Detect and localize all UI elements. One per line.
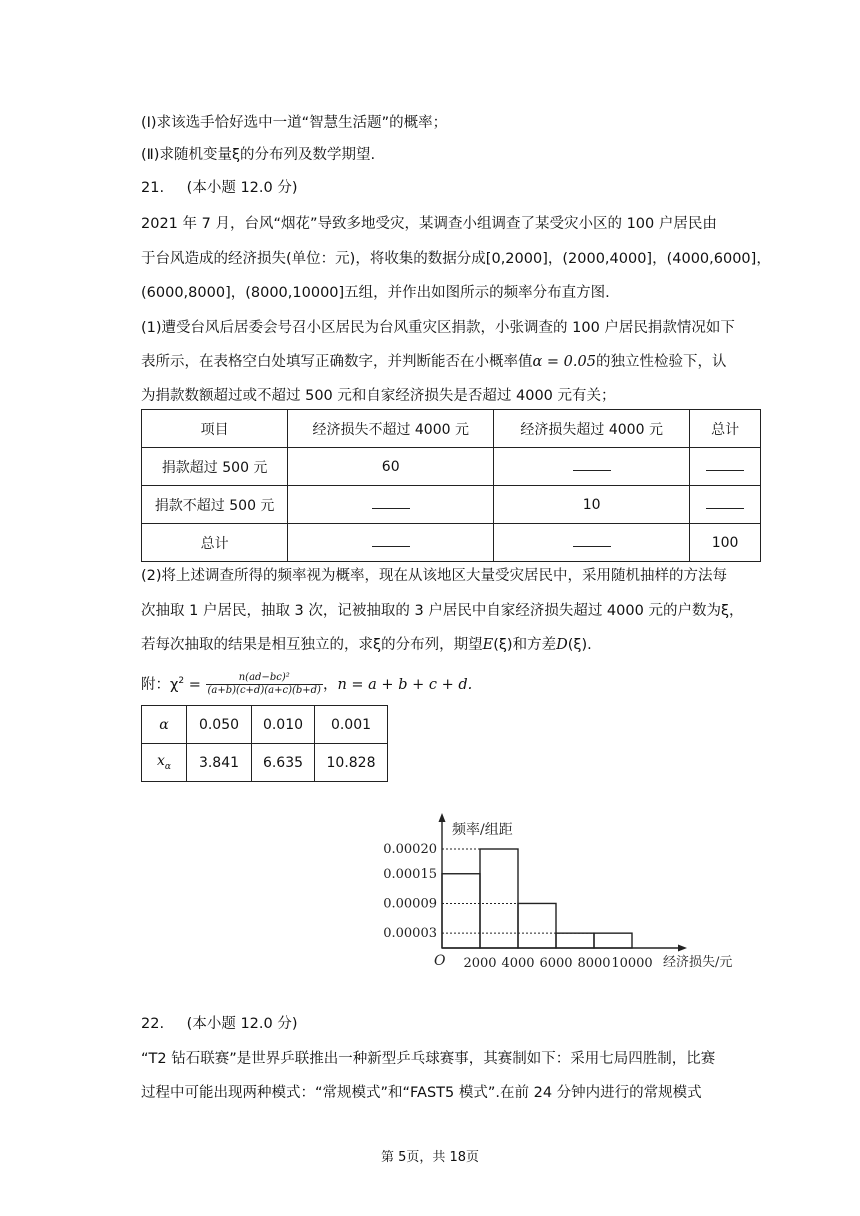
- table-cell: 0.050: [187, 706, 252, 744]
- formula-fraction: [206, 672, 323, 697]
- question-number: 22.: [141, 1016, 165, 1032]
- formula-superscript: 2: [178, 676, 185, 686]
- table-header-cell: 经济损失超过 4000 元: [494, 410, 690, 448]
- histogram-bar: [518, 903, 556, 948]
- blank-line: [706, 458, 744, 471]
- math-alpha: α = 0.05: [532, 354, 596, 370]
- paragraph-line: [141, 352, 761, 372]
- alpha-subscript: α: [164, 761, 171, 772]
- question-score: (本小题 12.0 分): [186, 1016, 298, 1032]
- x-tick-label: 10000: [611, 956, 653, 971]
- paragraph-line: “T2 钻石联赛”是世界乒联推出一种新型乒乓球赛事，其赛制如下：采用七局四胜制，比赛: [141, 1051, 716, 1067]
- formula-prefix: 附：χ: [141, 676, 179, 693]
- origin-label: O: [434, 953, 446, 969]
- x-tick-label: 4000: [501, 956, 535, 971]
- question-22-header: [141, 1014, 761, 1034]
- x-tick-label: 8000: [577, 956, 611, 971]
- paragraph-line: [141, 635, 761, 655]
- paragraph-line: 2021 年 7 月，台风“烟花”导致多地受灾，某调查小组调查了某受灾小区的 100 户居民由: [141, 216, 717, 232]
- fraction-denominator: (a+b)(c+d)(a+c)(b+d): [207, 685, 321, 697]
- table-cell: 6.635: [252, 744, 315, 782]
- math-e: E: [482, 637, 494, 653]
- table-cell: 总计: [142, 524, 288, 562]
- blank-line: [372, 534, 410, 547]
- text-segment: (ξ)和方差: [493, 637, 557, 653]
- table-cell: 60: [288, 448, 494, 486]
- question-number: 21.: [141, 180, 165, 196]
- paragraph-line: 于台风造成的经济损失(单位：元)，将收集的数据分成[0,2000]，(2000,4000]，(4000,6000]，: [141, 251, 771, 267]
- y-tick-label: 0.00020: [383, 842, 437, 857]
- blank-line: [372, 496, 410, 509]
- histogram-bar: [556, 933, 594, 948]
- formula-comma: ，: [322, 676, 338, 693]
- blank-cell: [494, 448, 690, 486]
- table-header-cell: 经济损失不超过 4000 元: [288, 410, 494, 448]
- table-cell: 3.841: [187, 744, 252, 782]
- formula-n: n = a + b + c + d.: [337, 676, 473, 693]
- x-symbol: x: [157, 753, 165, 770]
- table-cell: 捐款超过 500 元: [142, 448, 288, 486]
- histogram-bar: [594, 933, 632, 948]
- x-tick-label: 6000: [539, 956, 573, 971]
- table-row: [142, 744, 388, 782]
- table-cell: 0.010: [252, 706, 315, 744]
- blank-cell: [690, 448, 761, 486]
- table-row: [142, 706, 388, 744]
- x-axis-label: 经济损失/元: [663, 955, 733, 970]
- text-segment: (ξ).: [567, 637, 592, 653]
- text-segment: 的独立性检验下，认: [595, 354, 727, 370]
- critical-value-table: [141, 705, 388, 782]
- blank-line: [573, 534, 611, 547]
- paragraph-line: 次抽取 1 户居民，抽取 3 次，记被抽取的 3 户居民中自家经济损失超过 4000 元的户数为ξ，: [141, 603, 744, 619]
- table-row: [142, 448, 761, 486]
- paragraph-line: (2)将上述调查所得的频率视为概率，现在从该地区大量受灾居民中，采用随机抽样的方法每: [141, 568, 728, 584]
- y-axis-arrow: [439, 813, 446, 822]
- y-axis-label: 频率/组距: [452, 822, 513, 838]
- table-header-cell: 项目: [142, 410, 288, 448]
- text-segment: 表所示，在表格空白处填写正确数字，并判断能否在小概率值: [141, 354, 533, 370]
- blank-cell: [690, 486, 761, 524]
- question-score: (本小题 12.0 分): [186, 180, 298, 196]
- x-axis-arrow: [678, 945, 687, 952]
- table-cell: 10.828: [315, 744, 388, 782]
- table-row: [142, 524, 761, 562]
- y-tick-label: 0.00009: [383, 896, 437, 912]
- paragraph-line: (1)遭受台风后居委会号召小区居民为台风重灾区捐款，小张调查的 100 户居民捐款情况如下: [141, 320, 735, 336]
- paragraph-line: (6000,8000]，(8000,10000]五组，并作出如图所示的频率分布直方图.: [141, 285, 610, 301]
- table-cell: 100: [690, 524, 761, 562]
- blank-line: [706, 496, 744, 509]
- x-tick-label: 2000: [463, 956, 497, 971]
- formula-equals: =: [184, 676, 206, 693]
- table-cell: 捐款不超过 500 元: [142, 486, 288, 524]
- page-footer: 第 5页，共 18页: [380, 1150, 480, 1165]
- question-20-part-2: (Ⅱ)求随机变量ξ的分布列及数学期望.: [141, 147, 376, 163]
- contingency-table: [141, 409, 761, 562]
- frequency-histogram: [380, 810, 780, 980]
- blank-cell: [288, 486, 494, 524]
- paragraph-line: 过程中可能出现两种模式：“常规模式”和“FAST5 模式”.在前 24 分钟内进行的常规模式: [141, 1085, 702, 1101]
- formula-line: [141, 668, 761, 698]
- blank-line: [573, 458, 611, 471]
- y-tick-label: 0.00015: [383, 866, 437, 882]
- text-segment: 若每次抽取的结果是相互独立的，求ξ的分布列，期望: [141, 637, 483, 653]
- blank-cell: [494, 524, 690, 562]
- table-cell: [142, 744, 187, 782]
- question-21-header: [141, 178, 761, 198]
- table-header-cell: 总计: [690, 410, 761, 448]
- table-cell: 0.001: [315, 706, 388, 744]
- table-row: [142, 486, 761, 524]
- table-header-row: [142, 410, 761, 448]
- histogram-bar: [442, 874, 480, 948]
- table-cell: 10: [494, 486, 690, 524]
- fraction-numerator: n(ad−bc)²: [206, 672, 323, 685]
- paragraph-line: 为捐款数额超过或不超过 500 元和自家经济损失是否超过 4000 元有关；: [141, 388, 616, 404]
- math-d: D: [556, 637, 568, 653]
- blank-cell: [288, 524, 494, 562]
- question-20-part-1: (Ⅰ)求该选手恰好选中一道“智慧生活题”的概率；: [141, 115, 448, 131]
- y-tick-label: 0.00003: [383, 926, 437, 942]
- table-cell: α: [142, 706, 187, 744]
